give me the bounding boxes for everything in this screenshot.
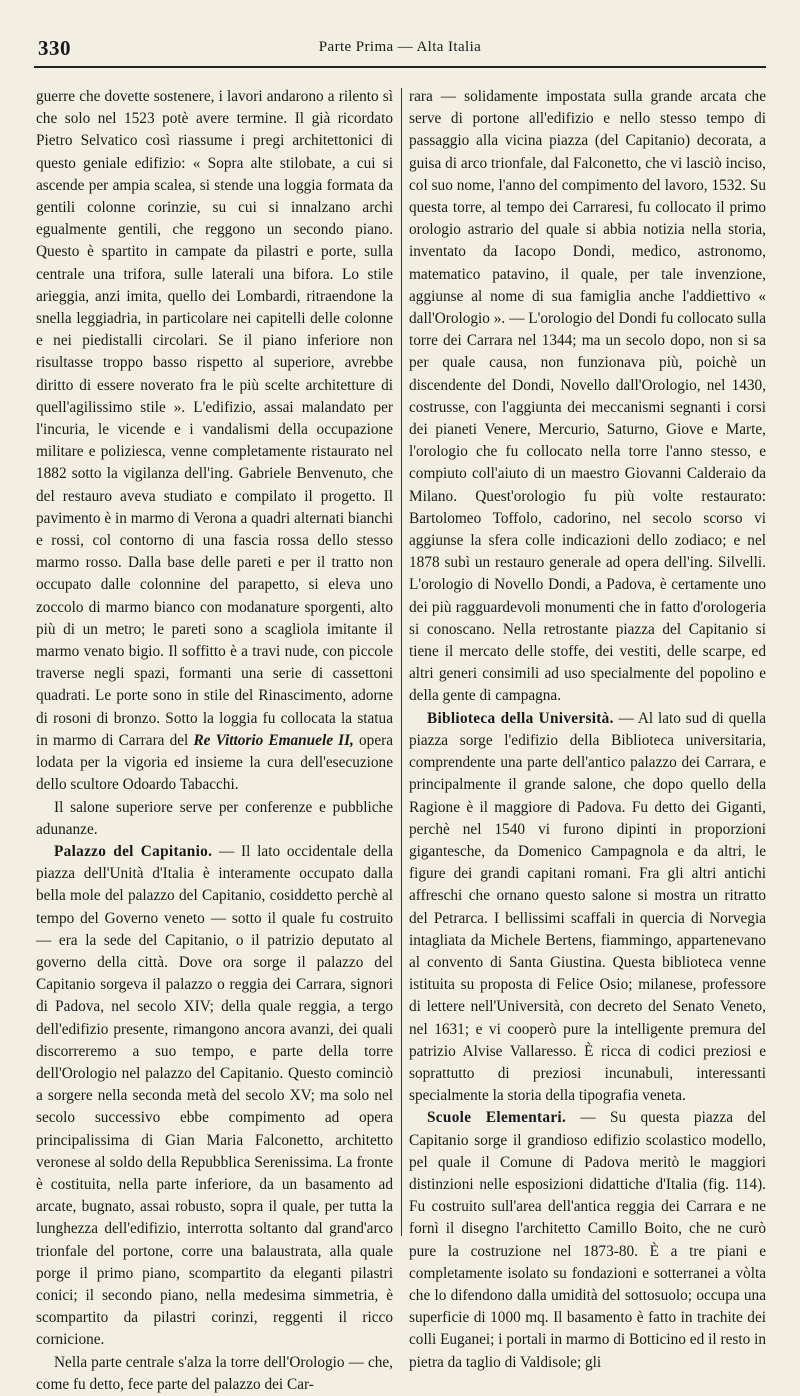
- paragraph: [36, 86, 393, 797]
- paragraph-text: — Il lato occidentale della piazza dell'Unità d'Italia è interamente occupato dalla bella mole del palazzo del Capitanio, cosiddetto perchè al tempo del Governo veneto — sotto il quale fu costruito — era la sede del Capitanio, o il patrizio deputato al governo della città. Dove ora sorge il palazzo del Capitanio sorgeva il palazzo o reggia dei Carrara, signori di Padova, nel secolo XIV; della quale reggia, a tergo dell'edifizio presente, rimangono ancora avanzi, dei quali discorreremo a suo tempo, e parte della torre dell'Orologio nel palazzo del Capitanio. Questo cominciò a sorgere nella seconda metà del secolo XV; ma solo nel secolo successivo ebbe compimento ad opera principalissima di Gian Maria Falconetto, architetto veronese al soldo della Repubblica Serenissima. La fronte è costituita, nella parte inferiore, da un basamento ad arcate, bugnato, assai robusto, sopra il quale, per tutta la lunghezza dell'edifizio, interrotta soltanto dal grand'arco trionfale del portone, corre una balaustrata, alla quale porge il primo piano, scompartito da eleganti pilastri conici; il secondo piano, nella medesima simmetria, è scompartito da pilastri corinzi, reggenti il ricco cornicione.: [36, 842, 393, 1349]
- page-number: 330: [38, 36, 71, 60]
- paragraph: Il salone superiore serve per conferenze e pubbliche adunanze.: [36, 798, 393, 838]
- paragraph-text: guerre che dovette sostenere, i lavori andarono a rilento sì che solo nel 1523 potè avere termine. Il già ricordato Pietro Selvatico così riassume i pregi architettonici di questo geniale edifizio: « Sopra alte stilobate, a cui si ascende per ampia scalea, si stende una loggia formata da gentili colonne corinzie, su cui si innalzano archi egualmente gentili, che reggono un secondo piano. Questo è spartito in campate da pilastri e porte, sulla centrale una trifora, sulle laterali una bifora. Lo stile arieggia, anzi imita, quello dei Lombardi, ritraendone la snella leggiadria, in particolare nei capitelli delle colonne e nei piedistalli circolari. Se il piano inferiore non risultasse troppo basso rispetto al superiore, avrebbe diritto di essere noverato fra le più scelte architetture di quell'agilissimo stile ». L'edifizio, assai malandato per l'incuria, le vicende e i vandalismi della occupazione militare e poliziesca, venne completamente ristaurato nel 1882 sotto la vigilanza dell'ing. Gabriele Benvenuto, che del restauro aveva studiato e compilato il progetto. Il pavimento è in marmo di Verona a quadri alternati bianchi e rossi, col contorno di una fascia rossa dello stesso marmo rosso. Dalla base delle pareti e per il tratto non occupato dalle colonnine del parapetto, si eleva uno zoccolo di marmo bianco con modanature sporgenti, alto più di un metro; le pareti sono a scagliola imitante il marmo venato bigio. Il soffitto è a travi nude, con piccole traverse negli spazi, formanti una serie di cassettoni quadrati. Le porte sono in stile del Rinascimento, adorne di rosoni di bronzo. Sotto la loggia fu collocata la statua in marmo di Carrara del: [36, 88, 393, 749]
- paragraph: rara — solidamente impostata sulla grande arcata che serve di portone all'edifizio e nello stesso tempo di passaggio alla vicina piazza (del Capitanio) decorata, a guisa di arco trionfale, dal Falconetto, che vi lasciò inciso, col suo nome, l'anno del compimento del lavoro, 1532. Su questa torre, al tempo dei Carraresi, fu collocato il primo orologio astrario del quale si abbia notizia nella storia, inventato da Iacopo Dondi, medico, astronomo, matematico patavino, il quale, per tale invenzione, aggiunse al nome di sua famiglia anche l'addiettivo « dall'Orologio ». — L'orologio del Dondi fu collocato sulla torre dei Carrara nel 1344; ma un secolo dopo, non si sa per quale causa, non funzionava più, poichè un discendente del Dondi, Novello dall'Orologio, nel 1430, costrusse, con l'aggiunta dei meccanismi segnanti i corsi dei pianeti Venere, Mercurio, Saturno, Giove e Marte, l'orologio che fu collocato nella torre l'anno stesso, e compiuto coll'aiuto di un maestro Giovanni Calderaio da Milano. Quest'orologio fu più volte restaurato: Bartolomeo Toffolo, cadorino, nel secolo scorso vi aggiunse la sfera colle indicazioni dello zodiaco; e nel 1878 subì un restauro generale ad opera dell'ing. Silvelli. L'orologio di Novello Dondi, a Padova, è certamente uno dei più ragguardevoli monumenti che in fatto d'orologeria si conoscano. Nella retrostante piazza del Capitanio si tiene il mercato delle stoffe, dei vestiti, delle scarpe, ed altri generi consimili ad uso specialmente del popolino e della gente di campagna.: [409, 88, 766, 705]
- running-head: Parte Prima — Alta Italia: [318, 39, 482, 55]
- paragraph: [409, 1107, 766, 1373]
- paragraph: [409, 708, 766, 1108]
- text-columns: [36, 86, 766, 1393]
- paragraph-text: — Al lato sud di quella piazza sorge l'edifizio della Biblioteca universitaria, comprendente una parte dell'antico palazzo dei Carrara, e principalmente il grande salone, che dopo quello della Ragione è il maggiore di Padova. Fu detto dei Giganti, perchè nel 1540 vi furono dipinti in proporzioni gigantesche, da Domenico Campagnola e da altri, le figure dei grandi capitani romani. Fra gli altri antichi affreschi che ornano questo salone si mostra un ritratto del Petrarca. I bellissimi scaffali in quercia di Norvegia intagliata da Michele Bertens, fiammingo, appartenevano al convento di Santa Giustina. Questa biblioteca venne istituita su proposta di Felice Osio; milanese, professore di lettere nell'Università, con decreto del Senato Veneto, nel 1631; e vi cooperò pure la intelligente premura del patrizio Alvise Vallaresso. È ricca di codici preziosi e soprattutto di preziosi incunabuli, interessanti specialmente la storia della tipografia veneta.: [409, 709, 766, 1105]
- section-heading: Scuole Elementari.: [427, 1109, 567, 1127]
- column-divider: [401, 88, 402, 1236]
- right-column: [409, 86, 766, 1371]
- section-heading: Biblioteca della Università.: [427, 709, 614, 727]
- section-heading: Palazzo del Capitanio.: [54, 842, 213, 860]
- statue-title: Re Vittorio Emanuele II,: [193, 731, 354, 749]
- page-header: [34, 36, 766, 68]
- paragraph-text: — Su questa piazza del Capitanio sorge il grandioso edifizio scolastico modello, pel quale il Comune di Padova meritò le maggiori distinzioni nelle esposizioni didattiche d'Italia (fig. 114). Fu costruito sull'area dell'antica reggia dei Carrara e ne fornì il disegno l'architetto Camillo Boito, che ne curò pure la costruzione nel 1873-80. È a tre piani e completamente isolato su fondazioni e sotterranei a vòlta che lo difendono dalla umidità del sottosuolo; occupa una superficie di 1000 mq. Il basamento è fatto in trachite dei colli Euganei; i portali in marmo di Botticino ed il resto in pietra da taglio di Valdisole; gli: [409, 1109, 766, 1371]
- left-column: [36, 86, 394, 1393]
- paragraph: [36, 841, 393, 1352]
- paragraph: Nella parte centrale s'alza la torre dell'Orologio — che, come fu detto, fece parte del palazzo dei Car-: [36, 1353, 393, 1393]
- paragraph-text: opera lodata per la vigoria ed insieme la cura dell'esecuzione dello scultore Odoardo Tabacchi.: [36, 731, 394, 794]
